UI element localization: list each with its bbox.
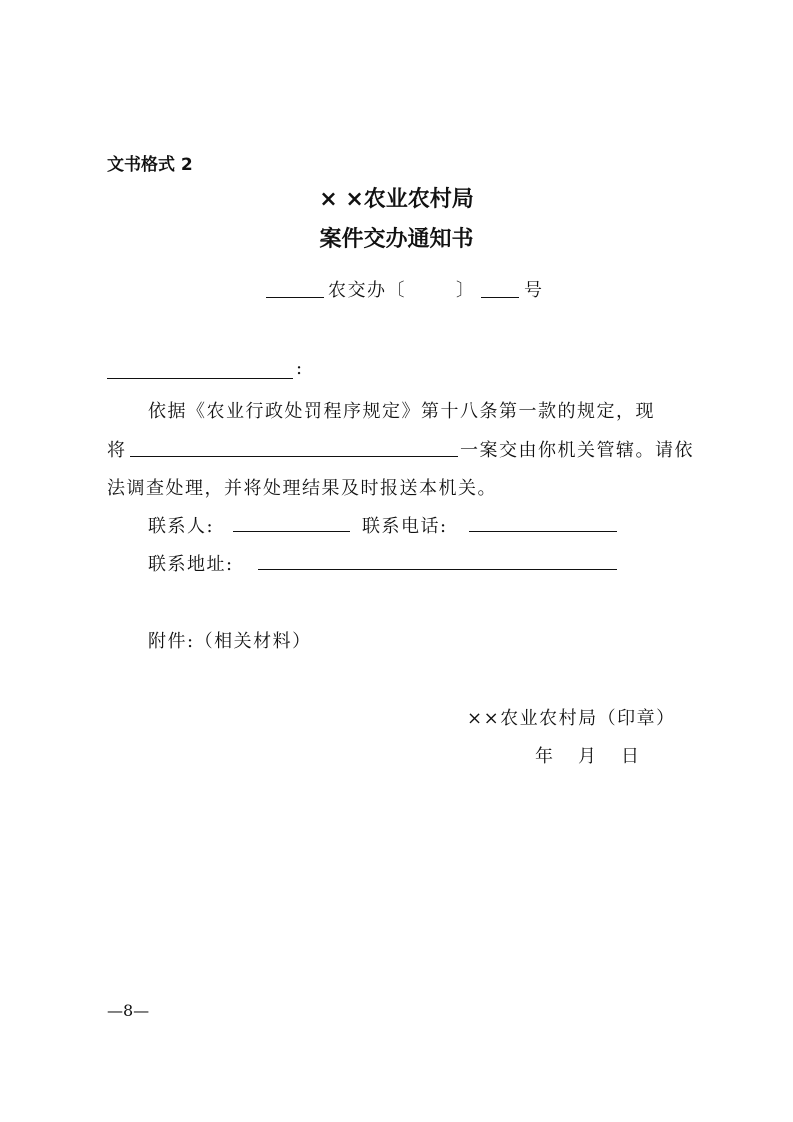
body-line-2-start: 将	[107, 440, 127, 461]
recipient-blank[interactable]	[107, 378, 293, 379]
body-line-2-end: 一案交由你机关管辖。请依	[460, 440, 694, 461]
doc-number-suffix: 号	[524, 280, 544, 301]
doc-format-label: 文书格式 2	[107, 155, 193, 175]
signature-month: 月	[578, 746, 598, 767]
title-doc: 案件交办通知书	[319, 227, 474, 252]
doc-number-prefix: 农交办〔	[328, 280, 406, 301]
body-line-3: 法调查处理，并将处理结果及时报送本机关。	[107, 478, 497, 499]
contact-address-blank[interactable]	[258, 569, 617, 570]
contact-person-label: 联系人:	[148, 516, 215, 537]
contact-address-label: 联系地址:	[148, 554, 234, 575]
case-name-blank[interactable]	[130, 456, 458, 457]
contact-person-blank[interactable]	[233, 531, 350, 532]
contact-phone-blank[interactable]	[469, 531, 617, 532]
signature-day: 日	[621, 746, 641, 767]
doc-number-blank-2[interactable]	[481, 297, 519, 298]
recipient-colon: :	[296, 358, 304, 379]
contact-phone-label: 联系电话:	[362, 516, 448, 537]
page-number: —8—	[107, 1001, 150, 1020]
title-org: × ×农业农村局	[319, 187, 474, 212]
doc-number-blank-1[interactable]	[266, 297, 324, 298]
attachment-text: 附件:（相关材料）	[148, 631, 312, 652]
doc-number-bracket-close: 〕	[456, 280, 476, 301]
body-line-1: 依据《农业行政处罚程序规定》第十八条第一款的规定，现	[148, 401, 655, 422]
signature-org: ××农业农村局（印章）	[467, 708, 676, 729]
signature-year: 年	[535, 746, 555, 767]
